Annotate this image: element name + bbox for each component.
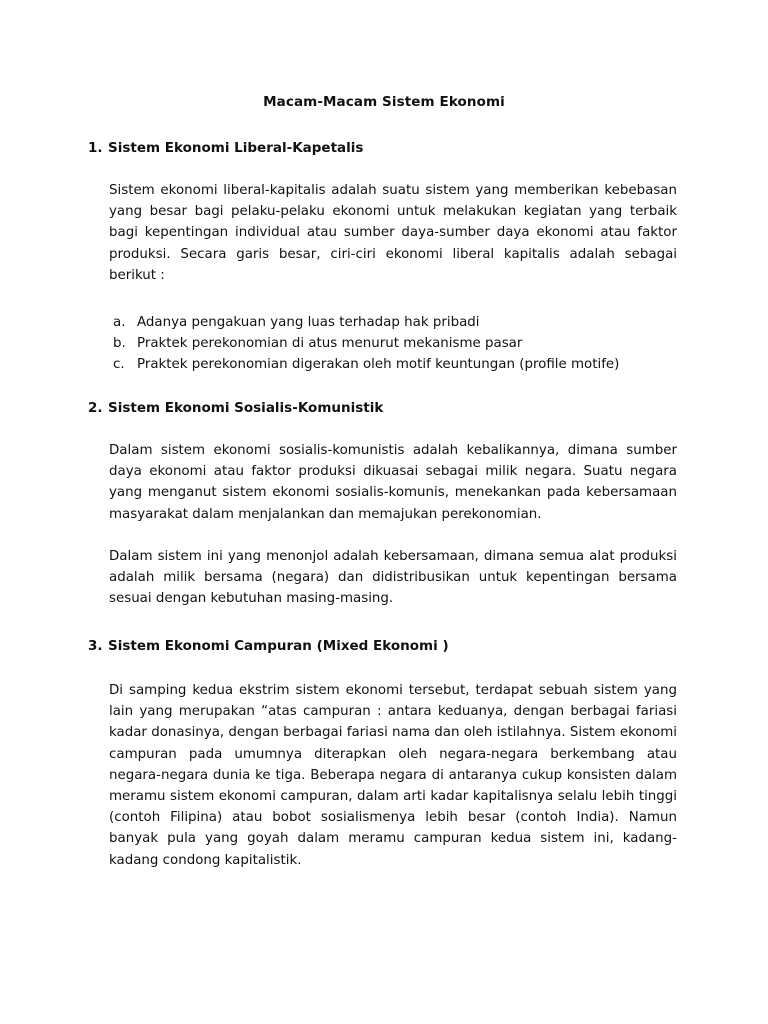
- list-item: b. Praktek perekonomian di atus menurut mekanisme pasar: [113, 336, 523, 352]
- list-item: c. Praktek perekonomian digerakan oleh motif keuntungan (profile motife): [113, 357, 620, 373]
- section-3-number: 3.: [88, 638, 103, 654]
- list-item: a. Adanya pengakuan yang luas terhadap hak pribadi: [113, 315, 480, 330]
- section-1-heading: [88, 140, 363, 156]
- section-1-paragraph-1: Sistem ekonomi liberal-kapitalis adalah suatu sistem yang memberikan kebebasan yang besar bagi pelaku-pelaku ekonomi untuk melakukan kegiatan yang terbaik bagi kepentingan individual atau sumber daya-sumber daya ekonomi atau faktor produksi. Secara garis besar, ciri-ciri ekonomi liberal kapitalis adalah sebagai berikut :: [109, 183, 677, 283]
- section-1-title: Sistem Ekonomi Liberal-Kapetalis: [108, 140, 364, 156]
- section-2-paragraph-2: Dalam sistem ini yang menonjol adalah kebersamaan, dimana semua alat produksi adalah milik bersama (negara) dan didistribusikan untuk kepentingan bersama sesuai dengan kebutuhan masing-masing.: [109, 549, 677, 607]
- section-3-title: Sistem Ekonomi Campuran (Mixed Ekonomi ): [108, 638, 449, 654]
- section-2-title: Sistem Ekonomi Sosialis-Komunistik: [108, 400, 384, 416]
- section-2-heading: [88, 400, 383, 416]
- section-1-number: 1.: [88, 140, 103, 156]
- document-title: Macam-Macam Sistem Ekonomi: [263, 94, 505, 110]
- section-3-heading: [88, 638, 449, 654]
- section-2-number: 2.: [88, 400, 103, 416]
- section-2-paragraph-1: Dalam sistem ekonomi sosialis-komunistis adalah kebalikannya, dimana sumber daya ekonomi atau faktor produksi dikuasai sebagai milik negara. Suatu negara yang menganut sistem ekonomi sosialis-komunis, menekankan pada kebersamaan masyarakat dalam menjalankan dan memajukan perekonomian.: [109, 443, 677, 522]
- section-1-list: [109, 312, 677, 376]
- section-3-paragraph-1: Di samping kedua ekstrim sistem ekonomi tersebut, terdapat sebuah sistem yang lain yang merupakan “atas campuran : antara keduanya, dengan berbagai fariasi kadar donasinya, dengan berbagai fariasi nama dan oleh istilahnya. Sistem ekonomi campuran pada umumnya diterapkan oleh negara-negara berkembang atau negara-negara dunia ke tiga. Beberapa negara di antaranya cukup konsisten dalam meramu sistem ekonomi campuran, dalam arti kadar kapitalisnya selalu lebih tinggi (contoh Filipina) atau bobot sosialismenya lebih besar (contoh India). Namun banyak pula yang goyah dalam meramu campuran kedua sistem ini, kadang-kadang condong kapitalistik.: [109, 683, 677, 868]
